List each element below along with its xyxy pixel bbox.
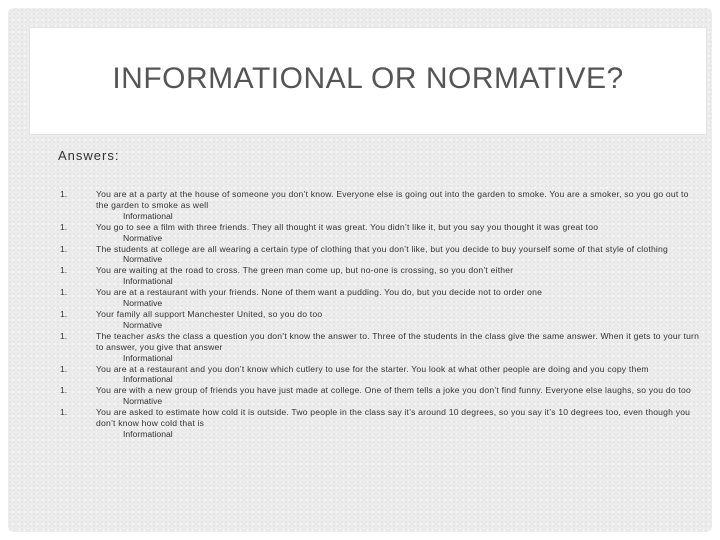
item-question: You are waiting at the road to cross. The green man come up, but no-one is crossing, so you don’t either	[96, 265, 514, 276]
answers-heading: Answers:	[58, 148, 120, 163]
item-question-start: The teacher	[96, 330, 147, 341]
item-answer: Normative	[123, 254, 163, 265]
item-question: Your family all support Manchester United, so you do too	[96, 308, 323, 319]
list-item	[60, 222, 700, 244]
item-number: 1.	[60, 407, 68, 418]
item-answer: Normative	[123, 319, 163, 330]
list-item	[60, 265, 700, 287]
list-item	[60, 189, 700, 222]
item-answer: Informational	[123, 352, 173, 363]
item-answer: Informational	[123, 276, 173, 287]
list-item	[60, 331, 700, 364]
title-box	[30, 28, 706, 134]
item-number: 1.	[60, 385, 68, 396]
item-question-emphasis: asks	[146, 330, 166, 341]
item-number: 1.	[60, 189, 68, 199]
slide	[8, 8, 712, 532]
item-number: 1.	[60, 330, 68, 341]
item-answer: Informational	[123, 210, 173, 221]
item-question	[96, 331, 700, 353]
slide-title: INFORMATIONAL OR NORMATIVE?	[112, 62, 624, 95]
item-question-end: the class a question you don’t know the answer to. Three of the students in the class give the same answer. When it gets to your turn to answer, you give that answer	[96, 330, 700, 352]
item-answer: Informational	[123, 374, 173, 385]
item-question: You are at a party at the house of someone you don’t know. Everyone else is going out into the garden to smoke. You are a smoker, so you go out to the garden to smoke as well	[96, 189, 689, 210]
item-number: 1.	[60, 308, 68, 319]
item-number: 1.	[60, 265, 68, 276]
list-item	[60, 309, 700, 331]
item-question: You are at a restaurant with your friends. None of them want a pudding. You do, but you decide not to order one	[96, 287, 543, 298]
item-question: You go to see a film with three friends. They all thought it was great. You didn’t like it, but you say you thought it was great too	[96, 221, 599, 232]
item-number: 1.	[60, 363, 68, 374]
list-item	[60, 407, 700, 440]
answers-list	[60, 189, 700, 440]
item-question: The students at college are all wearing a certain type of clothing that you don’t like, but you decide to buy yourself some of that style of clothing	[96, 243, 668, 254]
list-item	[60, 385, 700, 407]
item-answer: Normative	[123, 232, 163, 243]
item-answer: Normative	[123, 298, 163, 309]
item-answer: Normative	[123, 396, 163, 407]
item-number: 1.	[60, 287, 68, 298]
item-question: You are asked to estimate how cold it is outside. Two people in the class say it’s around 10 degrees, so you say it’s 10 degrees too, even though you don’t know how cold that is	[96, 407, 691, 429]
item-question: You are with a new group of friends you have just made at college. One of them tells a joke you don’t find funny. Everyone else laughs, so you do too	[96, 385, 691, 396]
list-item	[60, 244, 700, 266]
item-question: You are at a restaurant and you don’t know which cutlery to use for the starter. You look at what other people are doing and you copy them	[96, 363, 649, 374]
item-number: 1.	[60, 221, 68, 232]
list-item	[60, 364, 700, 386]
item-number: 1.	[60, 243, 68, 254]
item-answer: Informational	[123, 428, 173, 439]
list-item	[60, 287, 700, 309]
